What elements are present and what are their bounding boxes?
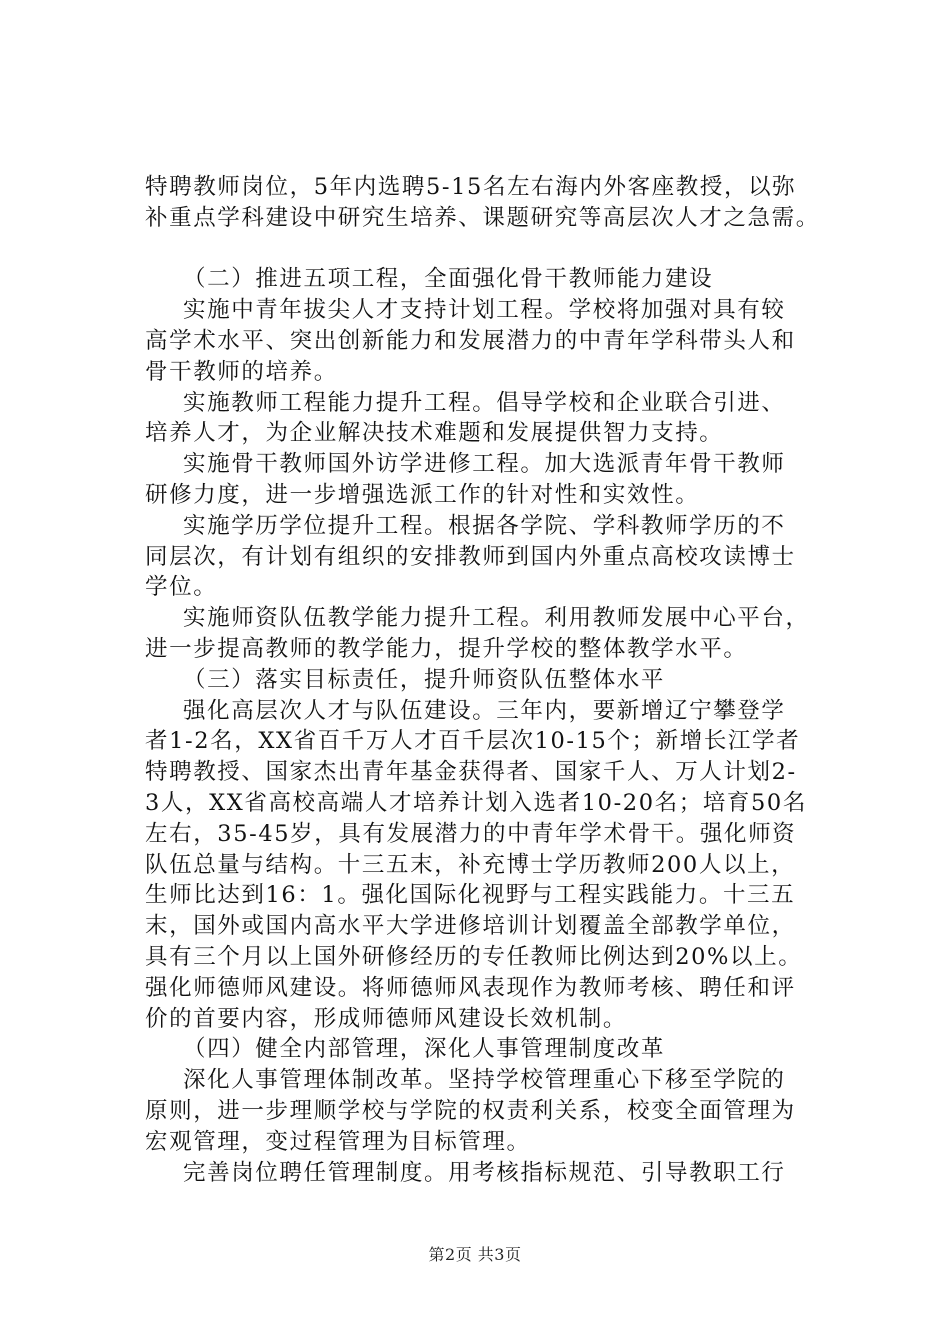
text-line: 骨干教师的培养。 xyxy=(145,358,338,385)
text-line: 深化人事管理体制改革。坚持学校管理重心下移至学院的 xyxy=(183,1067,786,1094)
text-line: 强化高层次人才与队伍建设。三年内，要新增辽宁攀登学 xyxy=(183,697,786,724)
text-line: 同层次，有计划有组织的安排教师到国内外重点高校攻读博士 xyxy=(145,543,796,570)
text-line: 者1-2名，XX省百千万人才百千层次10-15个；新增长江学者 xyxy=(145,728,801,755)
text-line: 末，国外或国内高水平大学进修培训计划覆盖全部教学单位， xyxy=(145,913,796,940)
text-line: 左右，35-45岁，具有发展潜力的中青年学术骨干。强化师资 xyxy=(145,820,797,847)
text-line: （二）推进五项工程，全面强化骨干教师能力建设 xyxy=(183,266,714,293)
text-line: 完善岗位聘任管理制度。用考核指标规范、引导教职工行 xyxy=(183,1159,786,1186)
text-line: 具有三个月以上国外研修经历的专任教师比例达到20%以上。 xyxy=(145,943,803,970)
text-line: 特聘教师岗位，5年内选聘5-15名左右海内外客座教授，以弥 xyxy=(145,174,797,200)
text-line: 强化师德师风建设。将师德师风表现作为教师考核、聘任和评 xyxy=(145,974,796,1001)
text-line: 宏观管理，变过程管理为目标管理。 xyxy=(145,1128,531,1155)
text-line: 补重点学科建设中研究生培养、课题研究等高层次人才之急需。 xyxy=(145,204,820,231)
text-line: 价的首要内容，形成师德师风建设长效机制。 xyxy=(145,1005,628,1032)
text-line: （四）健全内部管理，深化人事管理制度改革 xyxy=(183,1036,666,1063)
text-line: 生师比达到16：1。强化国际化视野与工程实践能力。十三五 xyxy=(145,882,796,909)
text-line: 队伍总量与结构。十三五末，补充博士学历教师200人以上， xyxy=(145,851,796,878)
blank-line xyxy=(145,234,835,265)
text-line: 实施学历学位提升工程。根据各学院、学科教师学历的不 xyxy=(183,512,786,539)
text-line: （三）落实目标责任，提升师资队伍整体水平 xyxy=(183,666,666,693)
text-line: 3人，XX省高校高端人才培养计划入选者10-20名；培育50名 xyxy=(145,789,807,816)
text-line: 培养人才，为企业解决技术难题和发展提供智力支持。 xyxy=(145,420,724,447)
text-line: 实施中青年拔尖人才支持计划工程。学校将加强对具有较 xyxy=(183,297,786,324)
page-number-footer: 第2页 共3页 xyxy=(428,1245,522,1264)
text-line: 原则，进一步理顺学校与学院的权责利关系，校变全面管理为 xyxy=(145,1097,796,1124)
text-line: 高学术水平、突出创新能力和发展潜力的中青年学科带头人和 xyxy=(145,327,796,354)
document-body xyxy=(145,172,835,1188)
text-line: 实施教师工程能力提升工程。倡导学校和企业联合引进、 xyxy=(183,389,786,416)
text-line: 实施骨干教师国外访学进修工程。加大选派青年骨干教师 xyxy=(183,451,786,478)
text-line: 特聘教授、国家杰出青年基金获得者、国家千人、万人计划2- xyxy=(145,759,797,786)
text-line: 进一步提高教师的教学能力，提升学校的整体教学水平。 xyxy=(145,635,748,662)
text-line: 学位。 xyxy=(145,574,218,601)
text-line: 实施师资队伍教学能力提升工程。利用教师发展中心平台， xyxy=(183,605,810,632)
text-line: 研修力度，进一步增强选派工作的针对性和实效性。 xyxy=(145,481,700,508)
